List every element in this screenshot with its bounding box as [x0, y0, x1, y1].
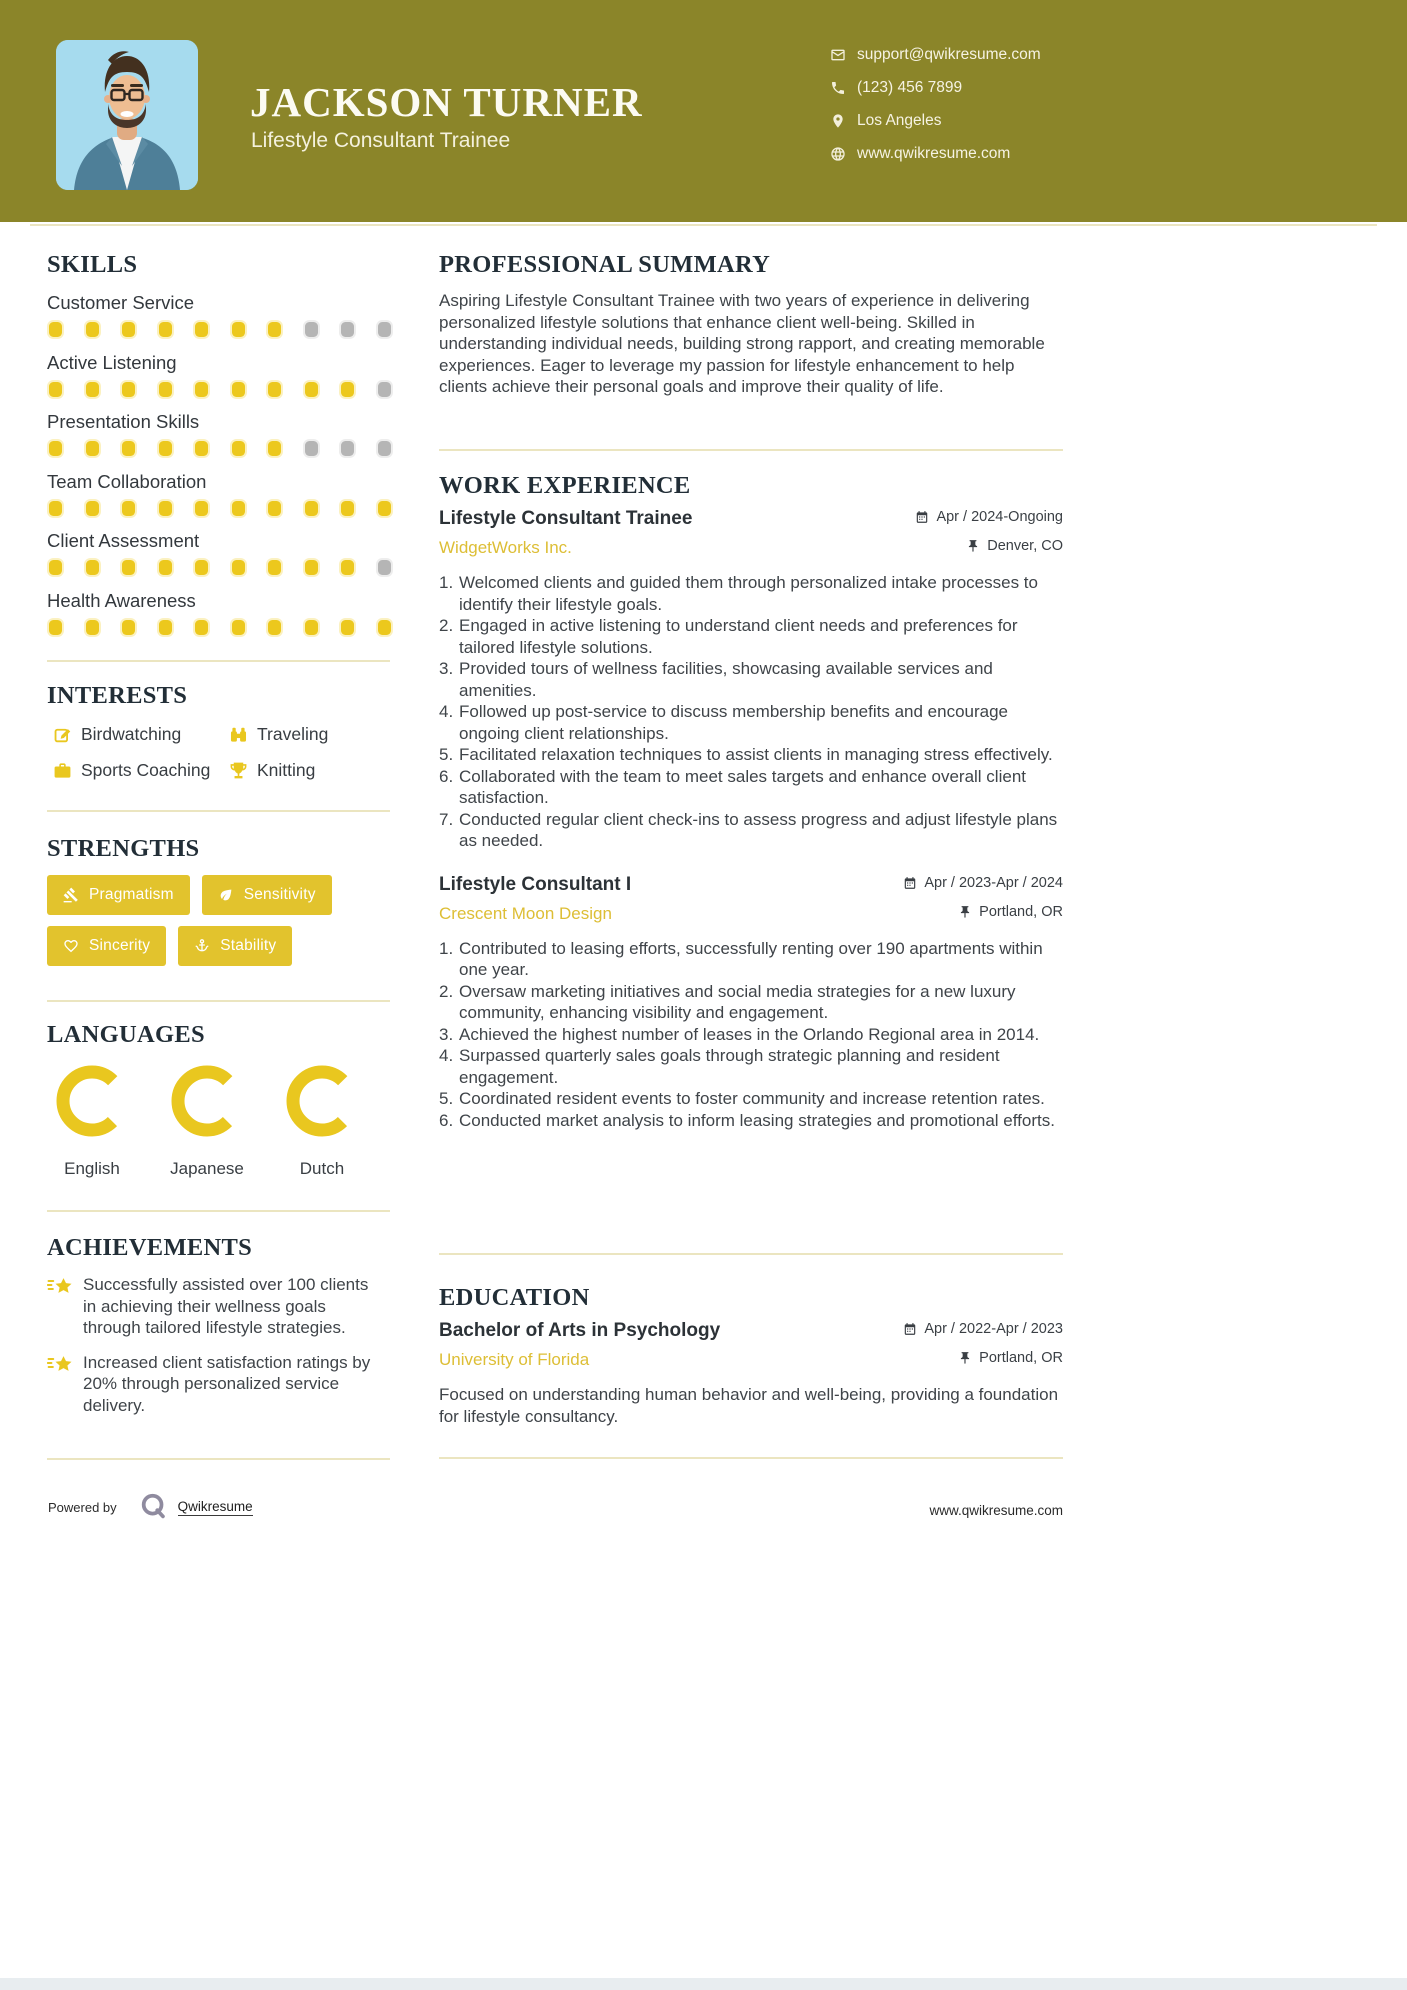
skill-rating-dots [47, 620, 390, 635]
language-item [171, 1065, 243, 1179]
gavel-icon [63, 887, 79, 903]
bullet-text: Oversaw marketing initiatives and social media strategies for a new luxury community, enhancing visibility and engagement. [459, 981, 1016, 1022]
skill-item [47, 471, 390, 516]
bullet-number: 4. [439, 1046, 454, 1065]
skill-item [47, 352, 390, 397]
contact-text: Los Angeles [857, 112, 942, 129]
rating-dot-filled [49, 560, 62, 575]
job-bullet-list [439, 572, 1063, 852]
achievement-text: Successfully assisted over 100 clients in achieving their wellness goals through tailored lifestyle strategies. [83, 1275, 369, 1337]
bullet-number: 4. [439, 702, 454, 721]
bullet-text: Conducted regular client check-ins to assess progress and adjust lifestyle plans as needed. [459, 809, 1058, 850]
rating-dot-filled [341, 382, 354, 397]
company-name: WidgetWorks Inc. [439, 538, 572, 557]
interest-item [53, 724, 229, 745]
job-entry [439, 874, 1063, 1132]
job-bullet [439, 809, 1063, 852]
education-description: Focused on understanding human behavior and well-being, providing a foundation for lifestyle consultancy. [439, 1385, 1059, 1426]
interest-label: Birdwatching [81, 724, 182, 744]
contact-row [830, 111, 1041, 131]
languages-heading: LANGUAGES [47, 1021, 205, 1048]
bullet-text: Welcomed clients and guided them through personalized intake processes to identify their lifestyle goals. [459, 573, 1038, 614]
rating-dot-empty [305, 441, 318, 456]
rating-dot-filled [232, 382, 245, 397]
strengths-list [47, 875, 417, 966]
bullet-number: 3. [439, 1024, 454, 1044]
job-bullet [439, 938, 1063, 981]
job-bullet [439, 1110, 1063, 1132]
rating-dot-filled [49, 441, 62, 456]
rating-dot-filled [195, 501, 208, 516]
skill-item [47, 411, 390, 456]
rating-dot-filled [268, 322, 281, 337]
rating-dot-filled [86, 620, 99, 635]
section-divider [439, 1253, 1063, 1255]
contact-text: (123) 456 7899 [857, 79, 963, 96]
strength-badge [47, 926, 166, 966]
rating-dot-filled [159, 501, 172, 516]
achievement-item [47, 1274, 390, 1339]
skill-label: Active Listening [47, 351, 177, 373]
bullet-number: 6. [439, 1110, 454, 1130]
job-title: Lifestyle Consultant I [439, 873, 632, 895]
degree-title: Bachelor of Arts in Psychology [439, 1320, 721, 1341]
phone-icon [830, 80, 846, 96]
calendar-icon [915, 510, 929, 524]
bullet-number: 2. [439, 981, 454, 1001]
language-level-arc [286, 1065, 358, 1142]
interest-label: Sports Coaching [81, 760, 211, 780]
rating-dot-filled [159, 382, 172, 397]
rating-dot-filled [305, 620, 318, 635]
footer-website: www.qwikresume.com [929, 1503, 1063, 1518]
rating-dot-filled [268, 620, 281, 635]
rating-dot-filled [122, 382, 135, 397]
experience-section [439, 473, 1063, 1131]
rating-dot-filled [122, 322, 135, 337]
bullet-text: Followed up post-service to discuss membership benefits and encourage ongoing client relationships. [459, 702, 1009, 743]
rating-dot-filled [341, 560, 354, 575]
rating-dot-filled [49, 620, 62, 635]
rating-dot-empty [341, 322, 354, 337]
skill-item [47, 292, 390, 337]
interest-label: Traveling [257, 724, 329, 744]
job-entry [439, 508, 1063, 852]
rating-dot-filled [378, 620, 391, 635]
skill-rating-dots [47, 501, 390, 516]
skill-label: Team Collaboration [47, 470, 207, 492]
contact-list [830, 45, 1041, 177]
bullet-text: Engaged in active listening to understand client needs and preferences for tailored lifestyle solutions. [459, 616, 1018, 657]
rating-dot-empty [305, 322, 318, 337]
bullet-text: Provided tours of wellness facilities, showcasing available services and amenities. [459, 659, 993, 700]
bullet-text: Conducted market analysis to inform leasing strategies and promotional efforts. [459, 1110, 1055, 1130]
rating-dot-filled [195, 560, 208, 575]
education-section [439, 1285, 1063, 1427]
achievements-list [47, 1274, 390, 1416]
job-bullet [439, 615, 1063, 658]
qwikresume-brand-link[interactable]: Qwikresume [177, 1498, 253, 1514]
strength-badge [47, 875, 190, 915]
strength-label: Sensitivity [243, 886, 316, 903]
bullet-number: 3. [439, 659, 454, 678]
job-bullet [439, 701, 1063, 744]
summary-heading: PROFESSIONAL SUMMARY [439, 251, 771, 278]
job-bullet [439, 658, 1063, 701]
rating-dot-filled [122, 620, 135, 635]
anchor-icon [194, 938, 210, 954]
section-divider [439, 449, 1063, 451]
binoculars-icon [229, 725, 248, 744]
rating-dot-filled [341, 620, 354, 635]
rating-dot-filled [195, 441, 208, 456]
calendar-icon [903, 1322, 917, 1336]
bullet-text: Surpassed quarterly sales goals through strategic planning and resident engagement. [459, 1046, 1000, 1087]
rating-dot-filled [159, 441, 172, 456]
education-location [958, 1350, 1063, 1366]
rating-dot-filled [86, 322, 99, 337]
summary-section [439, 252, 1063, 398]
language-level-arc [171, 1065, 243, 1142]
job-dates [915, 509, 1063, 525]
education-heading: EDUCATION [439, 1284, 590, 1311]
interest-label: Knitting [257, 760, 316, 780]
skill-item [47, 530, 390, 575]
interests-list [47, 724, 390, 781]
interests-section [47, 683, 390, 781]
contact-row [830, 78, 1041, 98]
bullet-text: Facilitated relaxation techniques to assist clients in managing stress effectively. [459, 745, 1053, 764]
rating-dot-filled [232, 620, 245, 635]
rating-dot-filled [122, 501, 135, 516]
bullet-number: 5. [439, 1089, 454, 1108]
person-name: JACKSON TURNER [250, 79, 643, 125]
job-bullet [439, 572, 1063, 615]
strength-badge [202, 875, 332, 915]
skills-section [47, 252, 390, 649]
strength-label: Stability [220, 937, 277, 954]
shooting-star-icon [47, 1274, 75, 1339]
language-item [286, 1065, 358, 1179]
language-label: Japanese [170, 1159, 244, 1178]
trophy-icon [229, 761, 248, 780]
job-location [958, 904, 1063, 920]
rating-dot-filled [195, 322, 208, 337]
rating-dot-filled [195, 620, 208, 635]
header-band [0, 0, 1407, 222]
skill-rating-dots [47, 382, 390, 397]
skill-rating-dots [47, 322, 390, 337]
section-divider [47, 1210, 390, 1212]
bullet-number: 1. [439, 938, 454, 958]
portrait-illustration [56, 40, 198, 190]
jobs-list [439, 508, 1063, 1131]
heart-icon [63, 938, 79, 954]
language-label: Dutch [299, 1159, 345, 1178]
achievement-text: Increased client satisfaction ratings by 20% through personalized service delivery. [83, 1352, 371, 1415]
skill-label: Presentation Skills [47, 411, 200, 432]
bullet-number: 6. [439, 766, 454, 786]
job-bullet [439, 981, 1063, 1024]
profile-photo [56, 40, 198, 190]
rating-dot-filled [305, 501, 318, 516]
job-bullet [439, 1024, 1063, 1046]
email-icon [830, 47, 846, 63]
language-item [56, 1065, 128, 1179]
strength-label: Pragmatism [89, 886, 174, 903]
rating-dot-filled [159, 560, 172, 575]
company-name: Crescent Moon Design [439, 903, 612, 923]
briefcase-icon [53, 761, 72, 780]
bullet-number: 1. [439, 573, 454, 592]
bullet-text: Coordinated resident events to foster community and increase retention rates. [459, 1089, 1045, 1108]
job-bullet [439, 766, 1063, 809]
education-dates [903, 1321, 1063, 1337]
qwikresume-logo-icon [139, 1492, 169, 1522]
experience-heading: WORK EXPERIENCE [439, 472, 691, 499]
section-divider [47, 1000, 390, 1002]
job-dates-text: Apr / 2024-Ongoing [936, 509, 1063, 525]
rating-dot-filled [305, 382, 318, 397]
job-location [966, 538, 1063, 554]
skill-rating-dots [47, 441, 390, 456]
job-location-text: Denver, CO [987, 538, 1063, 554]
powered-by-label: Powered by [48, 1499, 117, 1515]
interest-item [229, 760, 390, 781]
leaf-icon [218, 887, 234, 903]
rating-dot-filled [86, 441, 99, 456]
bullet-text: Contributed to leasing efforts, successfully renting over 190 apartments within one year. [459, 938, 1043, 979]
bullet-text: Collaborated with the team to meet sales targets and enhance overall client satisfaction. [459, 766, 1026, 807]
job-bullet [439, 744, 1063, 766]
languages-section [47, 1022, 390, 1179]
rating-dot-filled [159, 322, 172, 337]
rating-dot-filled [159, 620, 172, 635]
bullet-number: 2. [439, 616, 454, 635]
skills-list [47, 292, 390, 635]
rating-dot-filled [268, 560, 281, 575]
school-name: University of Florida [439, 1350, 590, 1369]
shooting-star-icon [47, 1352, 75, 1417]
languages-list [47, 1065, 390, 1179]
section-divider [47, 810, 390, 812]
language-level-arc [56, 1065, 128, 1142]
rating-dot-empty [378, 560, 391, 575]
strengths-section [47, 836, 407, 966]
pushpin-icon [966, 539, 980, 553]
section-divider [47, 660, 390, 662]
contact-text: support@qwikresume.com [857, 46, 1041, 63]
interest-item [53, 760, 229, 781]
rating-dot-filled [49, 382, 62, 397]
rating-dot-filled [86, 501, 99, 516]
rating-dot-filled [268, 441, 281, 456]
rating-dot-empty [378, 441, 391, 456]
rating-dot-filled [378, 501, 391, 516]
rating-dot-filled [232, 560, 245, 575]
person-title: Lifestyle Consultant Trainee [251, 129, 511, 152]
job-dates-text: Apr / 2023-Apr / 2024 [924, 874, 1063, 891]
skill-item [47, 590, 390, 635]
interest-item [229, 724, 390, 745]
globe-icon [830, 146, 846, 162]
rating-dot-filled [305, 560, 318, 575]
edit-icon [53, 725, 72, 744]
calendar-icon [903, 876, 917, 890]
bullet-number: 5. [439, 745, 454, 764]
job-dates [903, 875, 1063, 891]
bullet-number: 7. [439, 809, 454, 829]
contact-row [830, 45, 1041, 65]
location-icon [830, 113, 846, 129]
skills-heading: SKILLS [47, 251, 138, 278]
strengths-heading: STRENGTHS [47, 835, 200, 862]
header-divider [30, 224, 1377, 226]
strength-label: Sincerity [89, 937, 151, 954]
rating-dot-filled [122, 441, 135, 456]
job-bullet-list [439, 938, 1063, 1132]
skill-label: Health Awareness [47, 589, 196, 611]
rating-dot-filled [86, 560, 99, 575]
rating-dot-filled [232, 322, 245, 337]
section-divider [47, 1458, 390, 1460]
rating-dot-filled [86, 382, 99, 397]
rating-dot-filled [49, 501, 62, 516]
achievements-section [47, 1235, 390, 1416]
rating-dot-filled [341, 501, 354, 516]
education-dates-text: Apr / 2022-Apr / 2023 [924, 1321, 1063, 1337]
summary-text: Aspiring Lifestyle Consultant Trainee with two years of experience in delivering personalized lifestyle solutions that enhance client well-being. Skilled in understanding individual needs, building strong rapport, and creating memorable experiences. Eager to leverage my passion for lifestyle enhancement to help clients achieve their personal goals and improve their quality of life. [439, 291, 1045, 396]
rating-dot-filled [232, 501, 245, 516]
achievement-item [47, 1352, 390, 1417]
powered-by [48, 1492, 253, 1522]
rating-dot-empty [378, 322, 391, 337]
rating-dot-filled [268, 501, 281, 516]
rating-dot-filled [268, 382, 281, 397]
page-bottom-strip [0, 1978, 1407, 1990]
interests-heading: INTERESTS [47, 682, 188, 709]
rating-dot-filled [232, 441, 245, 456]
job-title: Lifestyle Consultant Trainee [439, 508, 693, 529]
job-bullet [439, 1088, 1063, 1110]
pushpin-icon [958, 1351, 972, 1365]
rating-dot-filled [122, 560, 135, 575]
contact-text: www.qwikresume.com [857, 145, 1011, 162]
rating-dot-empty [378, 382, 391, 397]
skill-label: Customer Service [47, 292, 195, 313]
education-location-text: Portland, OR [979, 1350, 1063, 1366]
rating-dot-filled [195, 382, 208, 397]
contact-row [830, 144, 1041, 164]
rating-dot-filled [49, 322, 62, 337]
job-location-text: Portland, OR [979, 903, 1063, 920]
bullet-text: Achieved the highest number of leases in the Orlando Regional area in 2014. [459, 1024, 1040, 1044]
pushpin-icon [958, 905, 972, 919]
skill-label: Client Assessment [47, 530, 200, 551]
achievements-heading: ACHIEVEMENTS [47, 1234, 253, 1261]
skill-rating-dots [47, 560, 390, 575]
rating-dot-empty [341, 441, 354, 456]
strength-badge [178, 926, 292, 966]
section-divider [439, 1457, 1063, 1459]
job-bullet [439, 1045, 1063, 1088]
language-label: English [64, 1159, 120, 1178]
